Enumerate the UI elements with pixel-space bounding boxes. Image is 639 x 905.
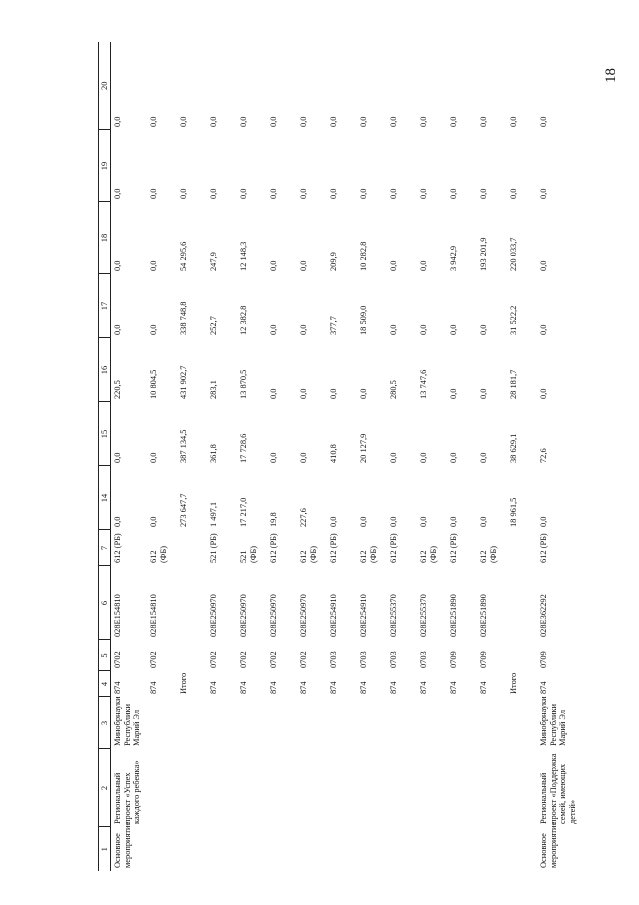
table-cell <box>507 749 537 827</box>
table-cell: 874 <box>209 681 218 694</box>
table-cell <box>177 566 207 640</box>
table-cell: 874 <box>113 681 122 694</box>
table-cell: 0,0 <box>539 388 548 399</box>
table-cell: 0,0 <box>419 260 428 271</box>
table-cell: 874 <box>239 681 248 694</box>
table-cell: 0,0 <box>113 452 122 463</box>
table-cell <box>507 827 537 871</box>
table-cell: 0,0 <box>113 116 122 127</box>
table-cell: 028E255370 <box>389 594 398 637</box>
table-cell: 612 (ФБ) <box>479 545 498 563</box>
table-cell: 252,7 <box>209 316 218 335</box>
table-cell: 0,0 <box>509 188 518 199</box>
table-cell: 38 629,1 <box>509 433 518 463</box>
table-row <box>207 42 237 871</box>
table-cell: 0703 <box>389 651 398 668</box>
table-cell: 0,0 <box>479 116 488 127</box>
column-header: 20 <box>99 42 111 130</box>
page-number: 18 <box>603 68 619 83</box>
table-cell: 0,0 <box>449 388 458 399</box>
table-cell: 0,0 <box>149 260 158 271</box>
table-cell: 19,8 <box>269 512 278 527</box>
table-cell: 874 <box>389 681 398 694</box>
table-cell: 0,0 <box>269 324 278 335</box>
table-cell: 12 382,8 <box>239 305 248 335</box>
table-cell: 028E255370 <box>419 594 428 637</box>
table-cell: 1 497,1 <box>209 501 218 527</box>
table-cell: 0,0 <box>329 516 338 527</box>
table-cell: 0,0 <box>479 388 488 399</box>
table-cell: 13 747,6 <box>419 369 428 399</box>
table-cell: 612 (РБ) <box>539 533 548 563</box>
table-cell <box>147 749 177 827</box>
table-cell: 0,0 <box>149 516 158 527</box>
table-row <box>177 42 207 871</box>
table-cell: 10 804,5 <box>149 369 158 399</box>
table-row <box>417 42 447 871</box>
table-cell: 3 942,9 <box>449 245 458 271</box>
table-cell <box>207 749 237 827</box>
table-cell: 0702 <box>269 651 278 668</box>
table-cell: 0,0 <box>539 324 548 335</box>
table-row <box>477 42 507 871</box>
table-cell: 220,5 <box>113 380 122 399</box>
table-cell: 361,8 <box>209 444 218 463</box>
table-cell: Итого <box>509 672 518 694</box>
table-cell <box>387 827 417 871</box>
table-cell: 0709 <box>539 651 548 668</box>
table-cell <box>297 697 327 749</box>
table-cell: 0,0 <box>479 324 488 335</box>
table-cell <box>417 697 447 749</box>
table-cell: 612 (ФБ) <box>419 545 438 563</box>
table-cell: 028E154810 <box>149 594 158 637</box>
table-row <box>537 42 578 871</box>
table-cell: 0703 <box>359 651 368 668</box>
table-cell: 874 <box>269 681 278 694</box>
table-cell: 28 181,7 <box>509 369 518 399</box>
table-cell: 612 (РБ) <box>389 533 398 563</box>
table-cell: 193 201,9 <box>479 237 488 271</box>
table-cell: 874 <box>419 681 428 694</box>
column-header: 15 <box>99 402 111 466</box>
table-cell: 0,0 <box>449 116 458 127</box>
table-cell <box>507 530 537 566</box>
table-cell: 612 (ФБ) <box>149 545 168 563</box>
table-cell: 410,8 <box>329 444 338 463</box>
table-cell: 72,6 <box>539 448 548 463</box>
table-cell: 028E362292 <box>539 594 548 637</box>
table-cell <box>207 697 237 749</box>
table-cell: 612 (РБ) <box>449 533 458 563</box>
table-cell: 0,0 <box>389 116 398 127</box>
table-cell: 0,0 <box>539 516 548 527</box>
table-cell: Минобрнауки Республики Марий Эл <box>539 696 568 746</box>
table-cell <box>267 827 297 871</box>
table-cell <box>447 749 477 827</box>
table-row <box>237 42 267 871</box>
table-cell <box>147 827 177 871</box>
table-cell: 0,0 <box>419 516 428 527</box>
column-header: 19 <box>99 130 111 202</box>
table-cell: 431 902,7 <box>179 365 188 399</box>
column-header: 14 <box>99 466 111 530</box>
table-cell: 0,0 <box>299 188 308 199</box>
table-cell <box>267 697 297 749</box>
table-cell: 0,0 <box>239 116 248 127</box>
table-cell: 18 509,0 <box>359 305 368 335</box>
table-cell: 20 127,9 <box>359 433 368 463</box>
table-cell: 0,0 <box>113 188 122 199</box>
table-cell: 0703 <box>419 651 428 668</box>
table-row <box>327 42 357 871</box>
table-cell: 338 748,8 <box>179 301 188 335</box>
table-cell <box>357 749 387 827</box>
table-cell: 0709 <box>449 651 458 668</box>
table-cell: 0,0 <box>149 324 158 335</box>
table-cell: 0702 <box>149 651 158 668</box>
table-cell <box>237 827 267 871</box>
table-cell: 18 961,5 <box>509 497 518 527</box>
table-cell: 209,9 <box>329 252 338 271</box>
table-cell: Основное мероприятие <box>539 821 558 868</box>
table-cell: 028E250970 <box>239 594 248 637</box>
table-cell: 12 148,3 <box>239 241 248 271</box>
table-cell: 0,0 <box>113 324 122 335</box>
table-cell: 0,0 <box>359 116 368 127</box>
table-cell: 028E254910 <box>329 594 338 637</box>
table-cell: 028E250970 <box>269 594 278 637</box>
table-cell: 0,0 <box>479 452 488 463</box>
table-cell <box>507 697 537 749</box>
table-cell: 0,0 <box>389 260 398 271</box>
table-cell: 0702 <box>299 651 308 668</box>
column-header: 6 <box>99 566 111 640</box>
table-cell: 0,0 <box>299 324 308 335</box>
table-cell: 0703 <box>329 651 338 668</box>
table-row <box>111 42 148 871</box>
table-cell: 0,0 <box>113 260 122 271</box>
table-cell <box>327 697 357 749</box>
table-cell: 0,0 <box>359 516 368 527</box>
table-cell: 612 (РБ) <box>329 533 338 563</box>
table-cell: 0,0 <box>479 516 488 527</box>
table-cell: Основное мероприятие <box>113 821 132 868</box>
budget-table <box>98 42 578 871</box>
table-cell: Региональный проект «Поддержка семей, имеющих детей» <box>539 753 577 824</box>
table-cell: 13 870,5 <box>239 369 248 399</box>
table-cell: 874 <box>149 681 158 694</box>
table-cell <box>507 566 537 640</box>
table-cell: 0,0 <box>149 188 158 199</box>
table-cell: 612 (ФБ) <box>359 545 378 563</box>
table-cell: 227,6 <box>299 508 308 527</box>
table-body <box>111 42 578 871</box>
table-cell: 028E250970 <box>299 594 308 637</box>
table-cell <box>417 749 447 827</box>
table-cell: 0,0 <box>329 116 338 127</box>
table-cell: 0,0 <box>389 516 398 527</box>
table-cell: 874 <box>449 681 458 694</box>
table-cell: 0702 <box>239 651 248 668</box>
table-cell: 028E254910 <box>359 594 368 637</box>
table-cell <box>237 697 267 749</box>
table-cell: 280,5 <box>389 380 398 399</box>
table-cell: 283,1 <box>209 380 218 399</box>
table-cell: 0,0 <box>419 324 428 335</box>
table-row <box>267 42 297 871</box>
table-cell <box>477 749 507 827</box>
table-cell: 028E251890 <box>449 594 458 637</box>
column-header: 17 <box>99 274 111 338</box>
table-cell: 0,0 <box>539 116 548 127</box>
table-cell <box>477 697 507 749</box>
table-cell: 0,0 <box>329 188 338 199</box>
table-cell <box>177 827 207 871</box>
table-cell: 0,0 <box>329 388 338 399</box>
table-cell: 0,0 <box>449 324 458 335</box>
table-cell: 028E250970 <box>209 594 218 637</box>
table-cell: 17 728,6 <box>239 433 248 463</box>
table-row <box>357 42 387 871</box>
table-cell: 0,0 <box>149 116 158 127</box>
table-cell: 0,0 <box>539 188 548 199</box>
table-cell <box>297 749 327 827</box>
table-cell: Итого <box>179 672 188 694</box>
table-cell <box>177 640 207 671</box>
table-cell: 0,0 <box>299 260 308 271</box>
column-header: 1 <box>99 827 111 871</box>
table-cell: 0,0 <box>269 260 278 271</box>
table-cell <box>327 749 357 827</box>
table-cell: 0,0 <box>269 116 278 127</box>
table-cell <box>207 827 237 871</box>
table-cell <box>447 827 477 871</box>
table-cell: 0,0 <box>509 116 518 127</box>
table-cell: 273 647,7 <box>179 493 188 527</box>
table-cell: 0,0 <box>113 516 122 527</box>
table-cell: 0,0 <box>299 452 308 463</box>
table-cell: 874 <box>359 681 368 694</box>
table-cell <box>147 697 177 749</box>
table-cell: 0702 <box>209 651 218 668</box>
table-cell: 0,0 <box>299 388 308 399</box>
column-header: 3 <box>99 697 111 749</box>
table-cell <box>447 697 477 749</box>
table-cell: 377,7 <box>329 316 338 335</box>
table-cell <box>297 827 327 871</box>
table-cell: 612 (РБ) <box>269 533 278 563</box>
table-cell: 0,0 <box>449 188 458 199</box>
table-cell: 0,0 <box>389 452 398 463</box>
table-cell: 612 (РБ) <box>113 533 122 563</box>
table-cell <box>387 697 417 749</box>
table-cell: 387 134,5 <box>179 429 188 463</box>
table-row <box>297 42 327 871</box>
table-cell: 10 282,8 <box>359 241 368 271</box>
table-cell: 521 (РБ) <box>209 533 218 563</box>
table-cell: 0,0 <box>419 452 428 463</box>
table-cell: 0,0 <box>389 324 398 335</box>
table-cell: 0,0 <box>209 188 218 199</box>
table-cell <box>507 640 537 671</box>
table-cell <box>387 749 417 827</box>
table-cell <box>237 749 267 827</box>
table-cell: 54 295,6 <box>179 241 188 271</box>
table-cell <box>327 827 357 871</box>
table-cell: 0,0 <box>299 116 308 127</box>
table-row <box>387 42 417 871</box>
table-row <box>447 42 477 871</box>
column-header: 18 <box>99 202 111 274</box>
table-cell: 0,0 <box>179 188 188 199</box>
table-cell: 31 522,2 <box>509 305 518 335</box>
table-cell: 0,0 <box>359 388 368 399</box>
table-cell: 612 (ФБ) <box>299 545 318 563</box>
table-cell: 0,0 <box>149 452 158 463</box>
table-cell: 0702 <box>113 651 122 668</box>
column-header: 7 <box>99 530 111 566</box>
table-cell: 874 <box>329 681 338 694</box>
column-header: 4 <box>99 671 111 697</box>
table-cell: 0,0 <box>479 188 488 199</box>
table-cell: 220 033,7 <box>509 237 518 271</box>
table-cell <box>267 749 297 827</box>
table-cell: 0,0 <box>389 188 398 199</box>
table-cell: 0,0 <box>419 188 428 199</box>
table-cell <box>177 530 207 566</box>
table-cell: 0,0 <box>239 188 248 199</box>
table-cell: 17 217,0 <box>239 497 248 527</box>
table-cell: 0,0 <box>449 516 458 527</box>
table-cell: 0,0 <box>449 452 458 463</box>
table-cell <box>177 697 207 749</box>
table-cell: 0,0 <box>209 116 218 127</box>
table-cell: 0,0 <box>539 260 548 271</box>
table-cell: 521 (ФБ) <box>239 545 258 563</box>
table-cell <box>357 697 387 749</box>
table-cell: 028E251890 <box>479 594 488 637</box>
table-cell: 0,0 <box>269 388 278 399</box>
header-row <box>99 42 111 871</box>
table-cell: 247,9 <box>209 252 218 271</box>
table-cell: 028E154810 <box>113 594 122 637</box>
table-cell <box>177 749 207 827</box>
table-cell <box>417 827 447 871</box>
table-cell: 874 <box>479 681 488 694</box>
table-cell: 0,0 <box>419 116 428 127</box>
table-cell <box>477 827 507 871</box>
table-cell: 0709 <box>479 651 488 668</box>
table-cell: 0,0 <box>269 452 278 463</box>
table-cell: 0,0 <box>359 188 368 199</box>
table-cell: Региональный проект «Успех каждого ребенка» <box>113 760 142 824</box>
table-cell: 874 <box>299 681 308 694</box>
table-cell <box>357 827 387 871</box>
column-header: 16 <box>99 338 111 402</box>
column-header: 5 <box>99 640 111 671</box>
table-cell: 0,0 <box>269 188 278 199</box>
table-cell: 874 <box>539 681 548 694</box>
table-row <box>147 42 177 871</box>
column-header: 2 <box>99 749 111 827</box>
table-row <box>507 42 537 871</box>
table-cell: 0,0 <box>179 116 188 127</box>
table-cell: Минобрнауки Республики Марий Эл <box>113 696 142 746</box>
